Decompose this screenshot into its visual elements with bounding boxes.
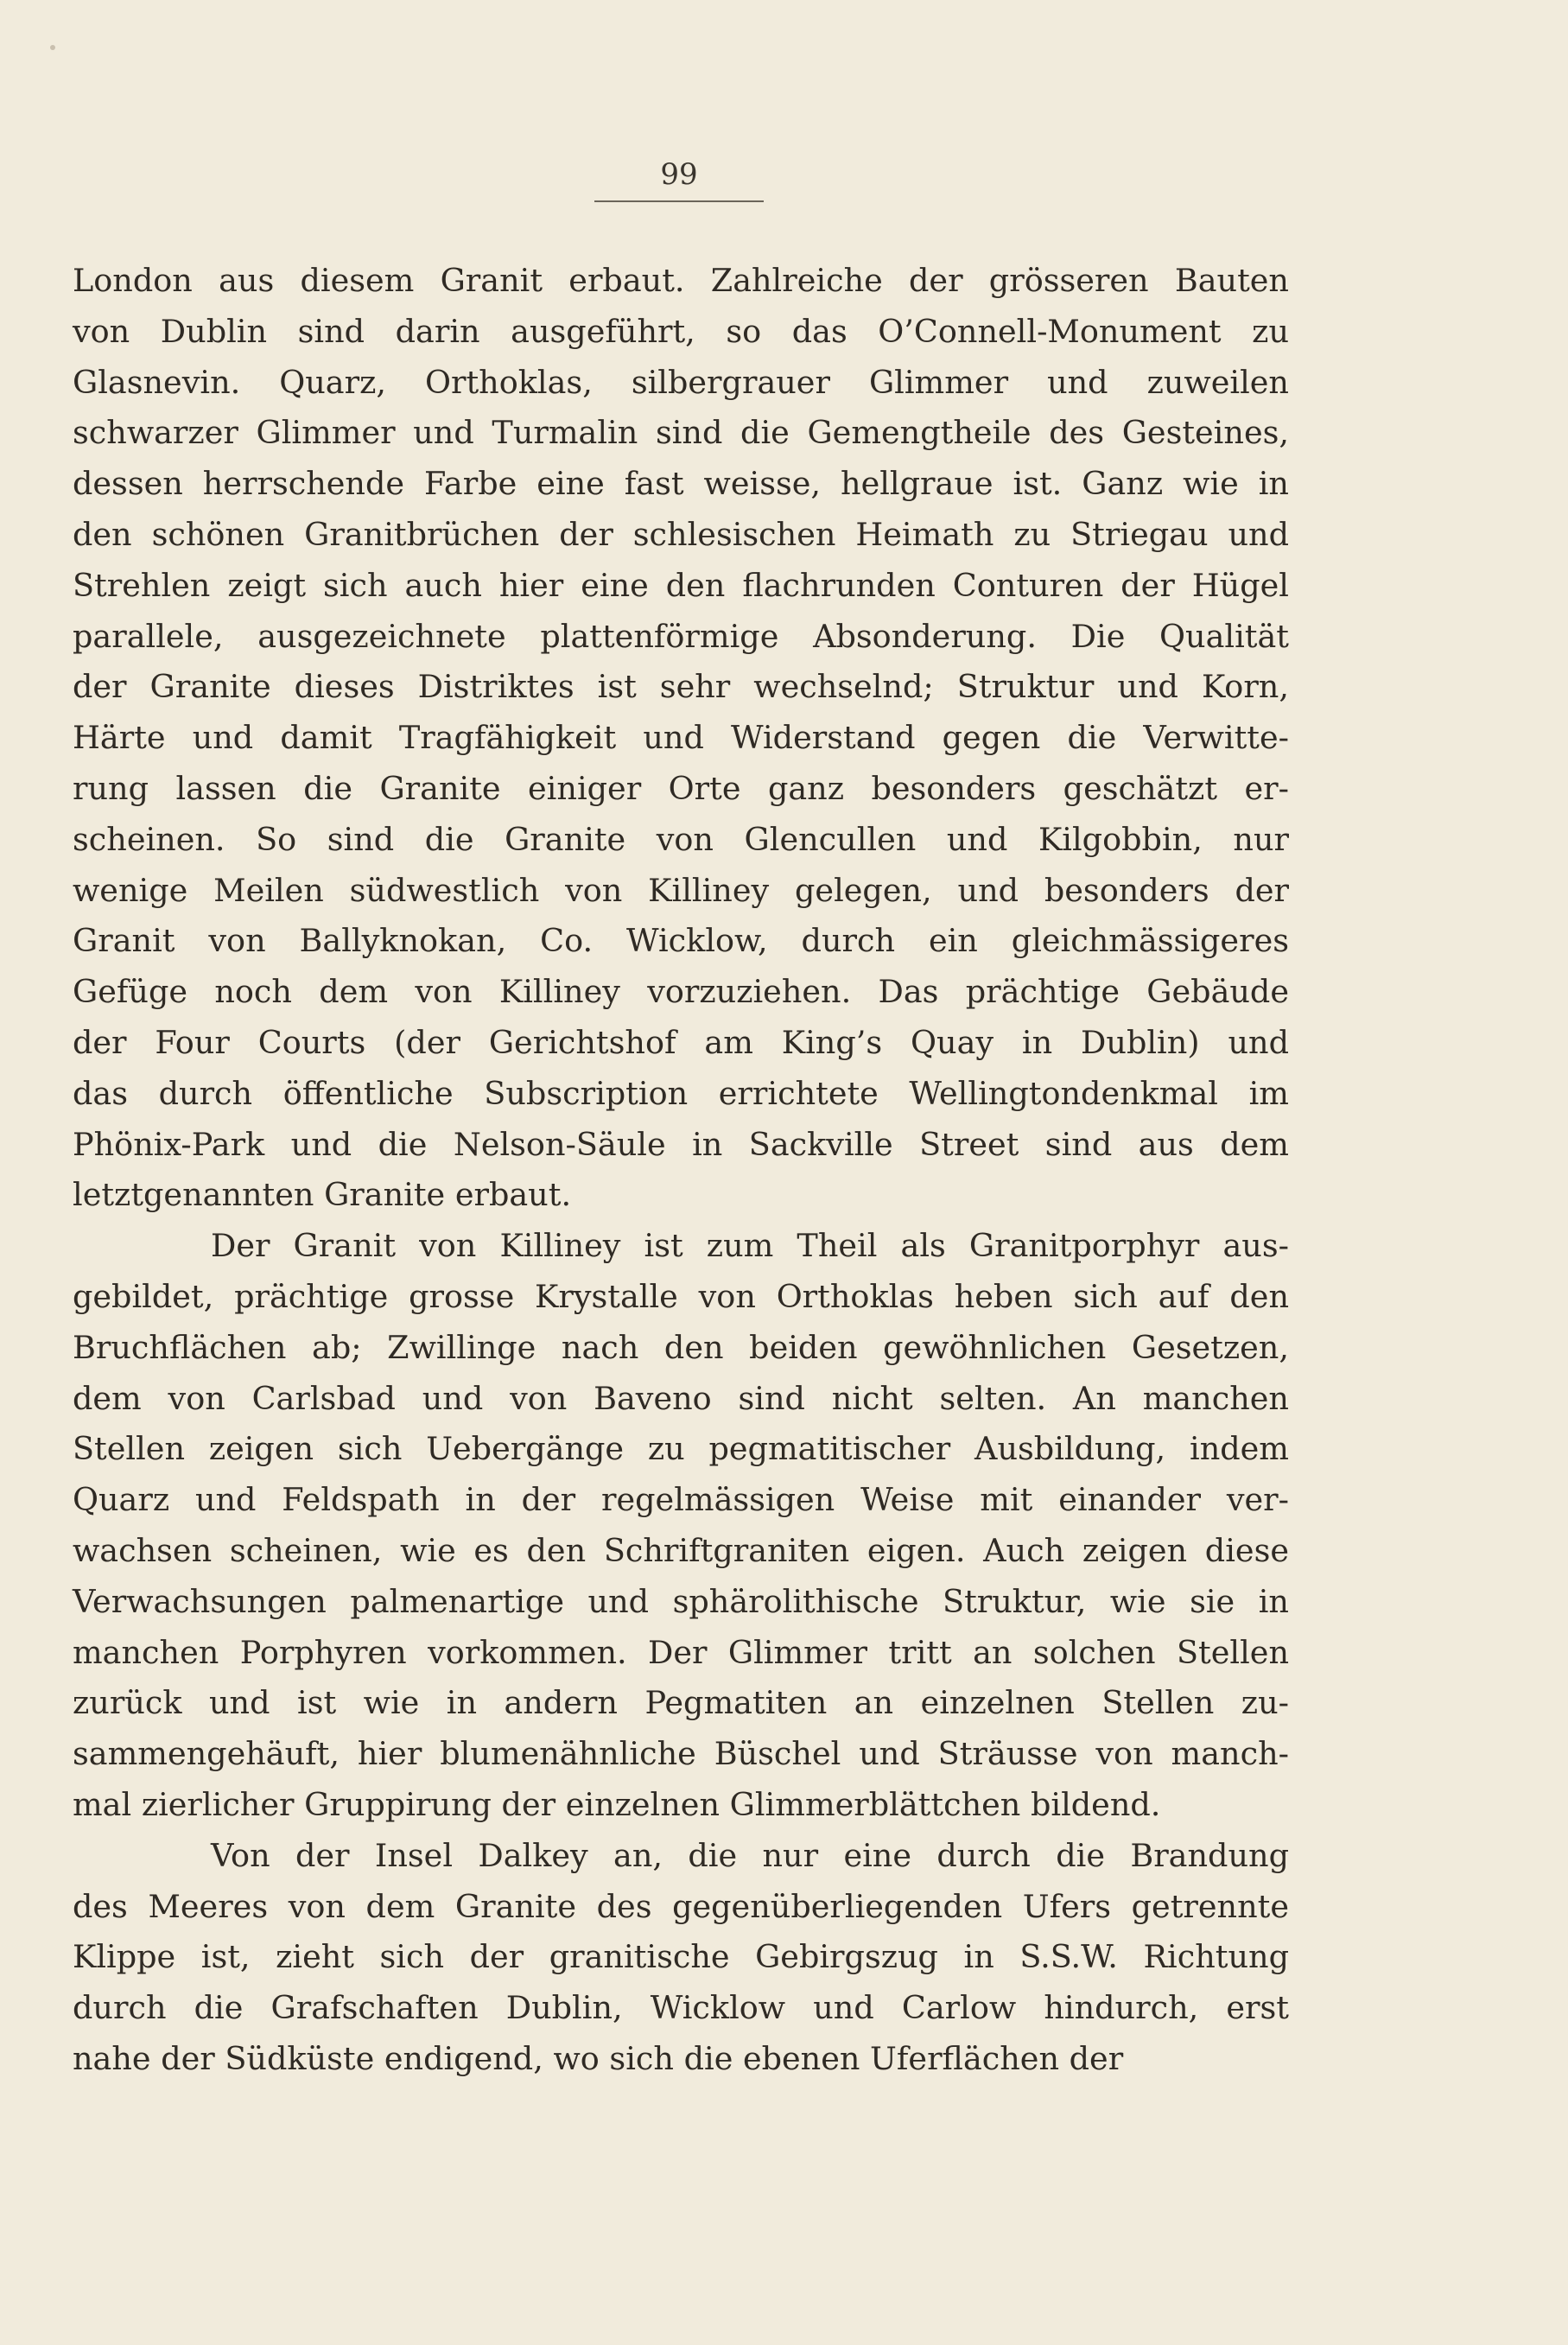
text-line: Der Granit von Killiney ist zum Theil als Granitporphyr aus- xyxy=(211,1227,1289,1265)
text-line: Klippe ist, zieht sich der granitische Gebirgszug in S.S.W. Richtung xyxy=(73,1938,1289,1976)
text-line: der Four Courts (der Gerichtshof am King’s Quay in Dublin) und xyxy=(73,1023,1289,1061)
text-line: der Granite dieses Distriktes ist sehr wechselnd; Struktur und Korn, xyxy=(73,668,1289,706)
text-line: Gefüge noch dem von Killiney vorzuziehen. Das prächtige Gebäude xyxy=(73,973,1289,1011)
page-header xyxy=(594,157,764,202)
text-line: letztgenannten Granite erbaut. xyxy=(73,1176,572,1214)
text-line: Phönix-Park und die Nelson-Säule in Sackville Street sind aus dem xyxy=(73,1125,1289,1163)
text-line: Von der Insel Dalkey an, die nur eine durch die Brandung xyxy=(211,1836,1289,1874)
text-line: Stellen zeigen sich Uebergänge zu pegmatitischer Ausbildung, indem xyxy=(73,1430,1289,1468)
page-number: 99 xyxy=(660,157,698,192)
text-line: manchen Porphyren vorkommen. Der Glimmer tritt an solchen Stellen xyxy=(73,1633,1289,1671)
text-line: scheinen. So sind die Granite von Glencullen und Kilgobbin, nur xyxy=(73,820,1289,858)
text-line: von Dublin sind darin ausgeführt, so das O’Connell-Monument zu xyxy=(73,312,1289,350)
body-text xyxy=(73,256,1289,2085)
paragraph xyxy=(73,1221,1289,1831)
text-line: Glasnevin. Quarz, Orthoklas, silbergrauer Glimmer und zuweilen xyxy=(73,363,1289,401)
header-rule xyxy=(594,200,764,202)
text-line: Strehlen zeigt sich auch hier eine den flachrunden Conturen der Hügel xyxy=(73,566,1289,604)
text-line: Härte und damit Tragfähigkeit und Widerstand gegen die Verwitte- xyxy=(73,719,1289,757)
paragraph xyxy=(73,256,1289,1221)
text-line: den schönen Granitbrüchen der schlesischen Heimath zu Striegau und xyxy=(73,515,1289,553)
text-line: durch die Grafschaften Dublin, Wicklow und Carlow hindurch, erst xyxy=(73,1989,1289,2027)
text-line: dem von Carlsbad und von Baveno sind nicht selten. An manchen xyxy=(73,1379,1289,1417)
text-line: dessen herrschende Farbe eine fast weisse, hellgraue ist. Ganz wie in xyxy=(73,465,1289,503)
text-line: nahe der Südküste endigend, wo sich die ebenen Uferflächen der xyxy=(73,2039,1124,2077)
text-line: gebildet, prächtige grosse Krystalle von Orthoklas heben sich auf den xyxy=(73,1277,1289,1315)
text-line: parallele, ausgezeichnete plattenförmige Absonderung. Die Qualität xyxy=(73,617,1289,655)
text-line: sammengehäuft, hier blumenähnliche Büschel und Sträusse von manch- xyxy=(73,1735,1289,1773)
text-line: mal zierlicher Gruppirung der einzelnen Glimmerblättchen bildend. xyxy=(73,1785,1161,1823)
text-line: wenige Meilen südwestlich von Killiney gelegen, und besonders der xyxy=(73,871,1289,909)
text-line: das durch öffentliche Subscription errichtete Wellingtondenkmal im xyxy=(73,1074,1289,1112)
text-line: London aus diesem Granit erbaut. Zahlreiche der grösseren Bauten xyxy=(73,262,1289,299)
text-line: Verwachsungen palmenartige und sphärolithische Struktur, wie sie in xyxy=(73,1582,1289,1620)
text-line: Bruchflächen ab; Zwillinge nach den beiden gewöhnlichen Gesetzen, xyxy=(73,1328,1289,1366)
text-line: des Meeres von dem Granite des gegenüberliegenden Ufers getrennte xyxy=(73,1887,1289,1925)
text-line: wachsen scheinen, wie es den Schriftgraniten eigen. Auch zeigen diese xyxy=(73,1531,1289,1569)
text-line: rung lassen die Granite einiger Orte ganz besonders geschätzt er- xyxy=(73,769,1289,807)
text-line: Granit von Ballyknokan, Co. Wicklow, durch ein gleichmässigeres xyxy=(73,922,1289,960)
paper-speck xyxy=(50,45,55,50)
paragraph xyxy=(73,1831,1289,2085)
text-line: Quarz und Feldspath in der regelmässigen Weise mit einander ver- xyxy=(73,1481,1289,1519)
text-line: schwarzer Glimmer und Turmalin sind die Gemengtheile des Gesteines, xyxy=(73,414,1289,452)
text-line: zurück und ist wie in andern Pegmatiten an einzelnen Stellen zu- xyxy=(73,1684,1289,1722)
